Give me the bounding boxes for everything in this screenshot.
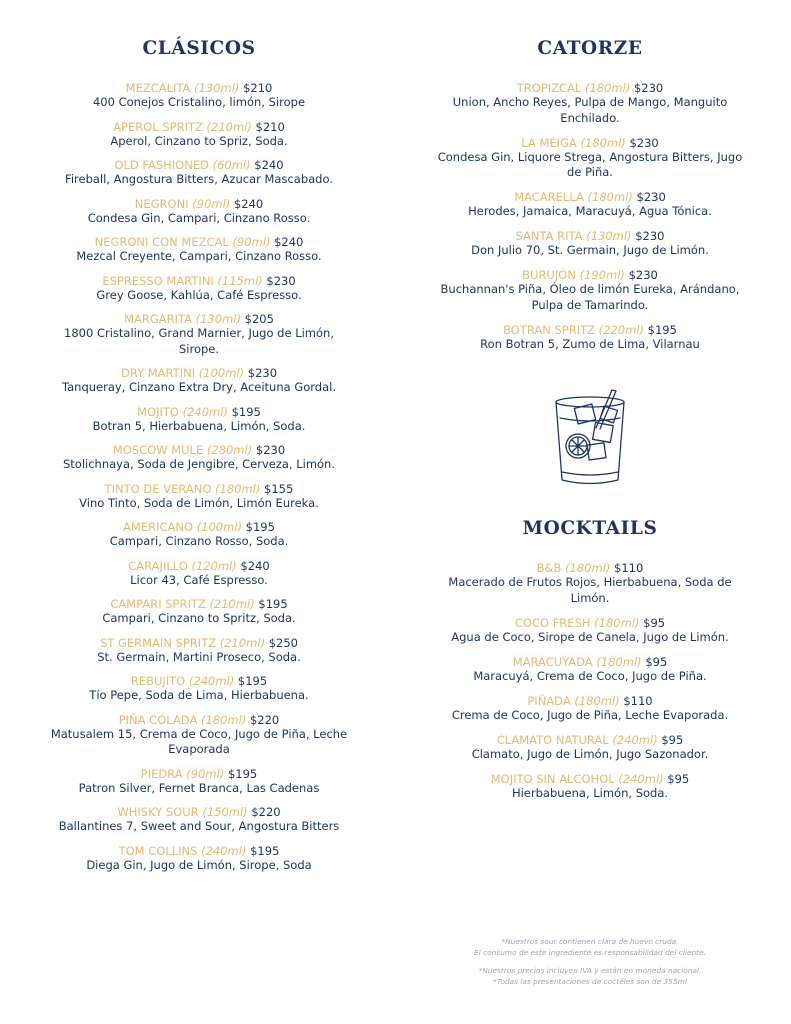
item-description: Condesa Gin, Liquore Strega, Angostura Bitters, Jugo de Piña. <box>437 149 743 179</box>
item-volume: (210ml) <box>209 597 255 611</box>
item-description: Clamato, Jugo de Limón, Jugo Sazonador. <box>471 746 709 761</box>
item-name: BOTRAN SPRITZ <box>503 322 595 337</box>
item-title-line <box>430 561 750 575</box>
item-description: Maracuyá, Crema de Coco, Jugo de Piña. <box>473 668 707 683</box>
item-price: $230 <box>636 190 666 204</box>
item-description: Aperol, Cinzano to Spriz, Soda. <box>110 133 288 148</box>
item-description: Condesa Gin, Campari, Cinzano Rosso. <box>87 210 311 225</box>
item-description: Vino Tinto, Soda de Limón, Limón Eureka. <box>79 495 319 510</box>
note-line-4: *Todas las presentaciones de coctéles son de 355ml <box>493 976 687 986</box>
menu-item <box>40 312 358 357</box>
item-volume: (60ml) <box>212 158 251 172</box>
item-volume: (100ml) <box>196 520 243 534</box>
item-description: Macerado de Frutos Rojos, Hierbabuena, Soda de Limón. <box>448 575 732 605</box>
menu-item <box>40 767 358 797</box>
item-price: $95 <box>643 615 666 630</box>
glass-illustration <box>430 388 750 488</box>
item-description: Don Julio 70, St. Germain, Jugo de Limón. <box>471 243 709 257</box>
item-title-line <box>40 366 358 380</box>
item-title-line <box>430 655 750 669</box>
item-title-line <box>40 235 358 249</box>
item-title-line <box>40 81 358 95</box>
menu-item <box>40 636 358 666</box>
item-name: MARACUYADA <box>512 654 593 669</box>
menu-item <box>40 520 358 550</box>
menu-item <box>430 323 750 353</box>
item-price: $230 <box>635 229 665 243</box>
item-volume: (210ml) <box>206 119 252 134</box>
item-volume: (150ml) <box>202 805 248 819</box>
item-description: Union, Ancho Reyes, Pulpa de Mango, Manguito Enchilado. <box>452 95 728 125</box>
item-name: CARAJILLO <box>128 558 188 573</box>
mocktails-list <box>430 561 750 801</box>
item-description: 1800 Cristalino, Grand Marnier, Jugo de Limón, Sirope. <box>64 326 334 356</box>
item-price: $240 <box>274 235 304 249</box>
item-name: B&B <box>536 561 562 575</box>
catorze-column <box>430 0 750 811</box>
item-title-line <box>40 405 358 419</box>
item-name: TOM COLLINS <box>118 843 198 858</box>
item-name: PIÑADA <box>527 693 571 708</box>
item-volume: (180ml) <box>584 81 631 95</box>
item-title-line <box>430 81 750 95</box>
item-price: $195 <box>227 766 258 781</box>
item-volume: (240ml) <box>188 674 235 688</box>
item-title-line <box>430 268 750 282</box>
item-description: Mezcal Creyente, Campari, Cinzano Rosso. <box>76 249 322 263</box>
item-name: NEGRONI <box>134 196 189 211</box>
item-name: TROPIZCAL <box>516 81 582 95</box>
menu-item <box>430 694 750 724</box>
item-name: MOJITO SIN ALCOHOL <box>490 771 615 786</box>
item-description: Herodes, Jamaica, Maracuyá, Agua Tónica. <box>468 204 712 218</box>
item-name: APEROL SPRITZ <box>113 119 203 134</box>
item-title-line <box>40 158 358 172</box>
item-volume: (180ml) <box>200 712 247 727</box>
item-description: Tío Pepe, Soda de Lima, Hierbabuena. <box>89 688 309 702</box>
menu-item <box>40 443 358 473</box>
item-volume: (180ml) <box>587 190 633 204</box>
menu-item <box>40 197 358 227</box>
item-volume: (180ml) <box>596 654 642 669</box>
item-price: $205 <box>244 312 274 326</box>
note-line-3: *Nuestros precios incluyen IVA y están en moneda nacional. <box>478 966 702 975</box>
menu-item <box>430 561 750 606</box>
menu-item <box>430 268 750 313</box>
item-name: ESPRESSO MARTINI <box>102 273 214 288</box>
item-price: $230 <box>247 366 278 380</box>
item-volume: (115ml) <box>217 273 263 288</box>
menu-item <box>430 655 750 685</box>
mocktails-title: MOCKTAILS <box>522 518 658 539</box>
menu-item <box>40 274 358 304</box>
item-volume: (280ml) <box>206 443 253 457</box>
item-name: TINTO DE VERANO <box>104 481 212 496</box>
item-description: Stolichnaya, Soda de Jengibre, Cerveza, Limón. <box>62 457 336 471</box>
item-volume: (180ml) <box>215 481 261 496</box>
item-name: MEZCALITA <box>125 81 191 95</box>
item-volume: (240ml) <box>612 732 658 747</box>
item-description: St. Germain, Martini Proseco, Soda. <box>97 649 301 664</box>
item-name: LA MEIGA <box>521 135 577 150</box>
item-price: $220 <box>251 805 281 819</box>
item-description: Crema de Coco, Jugo de Piña, Leche Evaporada. <box>451 707 729 722</box>
item-name: AMERICANO <box>123 520 194 534</box>
menu-item <box>40 405 358 435</box>
item-price: $110 <box>614 561 644 575</box>
item-name: MACARELLA <box>514 190 584 204</box>
menu-item <box>430 81 750 126</box>
item-price: $195 <box>250 843 280 858</box>
item-volume: (130ml) <box>194 81 240 95</box>
item-description: Tanqueray, Cinzano Extra Dry, Aceituna Gordal. <box>61 380 337 394</box>
item-volume: (180ml) <box>565 561 611 575</box>
item-title-line <box>430 190 750 204</box>
item-name: NEGRONI CON MEZCAL <box>94 235 229 249</box>
item-title-line <box>40 767 358 781</box>
item-volume: (180ml) <box>594 615 640 630</box>
menu-item <box>40 366 358 396</box>
item-price: $240 <box>254 158 284 172</box>
menu-item <box>40 158 358 188</box>
item-price: $230 <box>628 268 658 282</box>
item-name: CLAMATO NATURAL <box>496 732 609 747</box>
menu-item <box>40 559 358 589</box>
clasicos-title: CLÁSICOS <box>142 38 256 59</box>
item-price: $155 <box>264 481 294 496</box>
item-price: $230 <box>266 273 296 288</box>
item-description: 400 Conejos Cristalino, limón, Sirope <box>92 95 306 109</box>
item-name: COCO FRESH <box>514 615 591 630</box>
item-volume: (180ml) <box>574 693 620 708</box>
item-name: MOSCOW MULE <box>112 443 204 457</box>
item-volume: (120ml) <box>191 558 237 573</box>
item-description: Patron Silver, Fernet Branca, Las Cadenas <box>78 780 320 795</box>
item-name: OLD FASHIONED <box>114 158 209 172</box>
item-price: $240 <box>233 196 264 211</box>
item-price: $240 <box>240 558 270 573</box>
item-price: $195 <box>258 597 288 611</box>
menu-item <box>40 805 358 835</box>
item-description: Fireball, Angostura Bitters, Azucar Mascabado. <box>65 172 333 186</box>
item-title-line <box>40 312 358 326</box>
item-name: PIÑA COLADA <box>118 712 198 727</box>
item-description: Ron Botran 5, Zumo de Lima, Vilarnau <box>480 336 700 351</box>
item-volume: (240ml) <box>182 404 228 419</box>
clasicos-list <box>40 81 358 873</box>
item-price: $195 <box>231 404 261 419</box>
menu-item <box>40 235 358 265</box>
item-volume: (90ml) <box>192 196 231 211</box>
item-name: SANTA RITA <box>515 229 583 243</box>
menu-item <box>40 482 358 512</box>
menu-item <box>430 190 750 220</box>
item-price: $210 <box>243 81 273 95</box>
item-volume: (100ml) <box>198 366 245 380</box>
item-volume: (240ml) <box>201 843 247 858</box>
item-name: MARGARITA <box>124 312 193 326</box>
item-name: CAMPARI SPRITZ <box>110 597 206 611</box>
item-title-line <box>40 805 358 819</box>
item-title-line <box>40 120 358 134</box>
item-title-line <box>430 323 750 337</box>
item-name: MOJITO <box>137 404 179 419</box>
item-volume: (240ml) <box>618 771 664 786</box>
menu-item <box>40 597 358 627</box>
note-line-1: *Nuestros sour contienen clara de huevo cruda. <box>501 937 679 946</box>
menu-item <box>430 772 750 802</box>
catorze-list <box>430 81 750 352</box>
item-volume: (220ml) <box>598 322 644 337</box>
item-name: BURUJÓN <box>522 268 576 282</box>
item-volume: (210ml) <box>219 635 266 650</box>
item-description: Licor 43, Café Espresso. <box>130 572 268 587</box>
item-description: Hierbabuena, Limón, Soda. <box>511 785 669 800</box>
item-price: $195 <box>245 520 275 534</box>
item-title-line <box>430 229 750 243</box>
item-description: Agua de Coco, Sirope de Canela, Jugo de Limón. <box>451 629 729 644</box>
item-price: $210 <box>255 119 285 134</box>
item-description: Campari, Cinzano Rosso, Soda. <box>109 534 289 548</box>
item-title-line <box>40 274 358 288</box>
item-price: $230 <box>255 443 286 457</box>
item-name: DRY MARTINI <box>120 366 196 380</box>
item-price: $110 <box>623 693 653 708</box>
item-description: Ballantines 7, Sweet and Sour, Angostura Bitters <box>58 819 340 833</box>
menu-item <box>40 120 358 150</box>
item-title-line <box>40 482 358 496</box>
item-title-line <box>430 733 750 747</box>
item-volume: (90ml) <box>186 766 225 781</box>
item-price: $250 <box>268 635 299 650</box>
item-title-line <box>40 713 358 727</box>
item-price: $195 <box>237 674 268 688</box>
item-price: $95 <box>667 771 690 786</box>
item-price: $95 <box>645 654 668 669</box>
item-price: $230 <box>633 81 664 95</box>
item-description: Matusalem 15, Crema de Coco, Jugo de Piña, Leche Evaporada <box>50 726 348 756</box>
item-description: Campari, Cinzano to Spritz, Soda. <box>102 611 296 625</box>
menu-item <box>430 616 750 646</box>
item-description: Grey Goose, Kahlúa, Café Espresso. <box>96 287 302 302</box>
item-title-line <box>40 597 358 611</box>
item-title-line <box>40 844 358 858</box>
item-volume: (90ml) <box>232 235 271 249</box>
menu-item <box>40 674 358 704</box>
item-description: Botran 5, Hierbabuena, Limón, Soda. <box>92 418 306 433</box>
clasicos-column <box>40 0 358 882</box>
item-title-line <box>40 636 358 650</box>
item-name: ST GERMAIN SPRITZ <box>99 635 217 650</box>
item-title-line <box>40 443 358 457</box>
item-volume: (190ml) <box>579 268 625 282</box>
item-name: WHISKY SOUR <box>117 805 199 819</box>
item-title-line <box>40 559 358 573</box>
item-name: REBUJITO <box>130 674 186 688</box>
item-title-line <box>430 694 750 708</box>
item-title-line <box>40 674 358 688</box>
item-volume: (130ml) <box>195 312 241 326</box>
menu-item <box>40 713 358 758</box>
item-name: PIEDRA <box>140 766 183 781</box>
item-title-line <box>430 136 750 150</box>
footnotes <box>430 937 750 987</box>
item-price: $195 <box>647 322 677 337</box>
item-volume: (180ml) <box>580 135 626 150</box>
item-title-line <box>40 197 358 211</box>
item-price: $230 <box>629 135 659 150</box>
item-description: Diega Gin, Jugo de Limón, Sirope, Soda <box>86 857 312 872</box>
item-description: Buchannan's Piña, Óleo de limón Eureka, Arándano, Pulpa de Tamarindo. <box>440 282 740 312</box>
item-title-line <box>430 772 750 786</box>
menu-item <box>40 81 358 111</box>
item-title-line <box>40 520 358 534</box>
note-line-2: El consumo de este ingrediente es responsabilidad del cliente. <box>474 947 706 957</box>
menu-item <box>430 733 750 763</box>
item-price: $95 <box>661 732 684 747</box>
menu-item <box>430 136 750 181</box>
item-price: $220 <box>249 712 280 727</box>
catorze-title: CATORZE <box>537 38 643 59</box>
menu-item <box>40 844 358 874</box>
cocktail-glass-icon <box>552 388 628 488</box>
item-title-line <box>430 616 750 630</box>
item-volume: (130ml) <box>586 229 632 243</box>
menu-item <box>430 229 750 259</box>
